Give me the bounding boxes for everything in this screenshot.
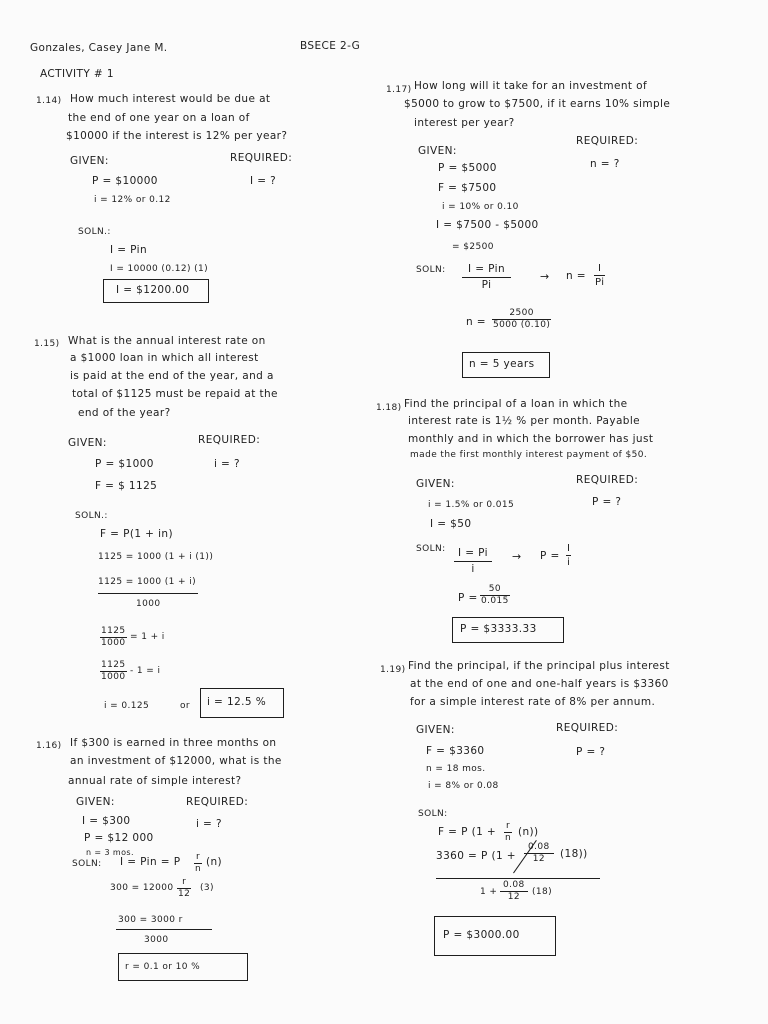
fraction [524,842,554,865]
given-value: F = $ 1125 [95,480,158,492]
answer: r = 0.1 or 10 % [125,962,201,972]
answer: i = 12.5 % [207,696,267,708]
solution-step: = 1 + i [130,632,165,642]
fraction-denominator: 12 [178,889,191,899]
solution-step: (n) [206,856,223,868]
required-value: P = ? [576,746,606,758]
fraction [492,308,551,331]
problem-number: 1.14) [36,96,62,106]
fraction [504,821,512,844]
solution-heading: SOLN: [416,544,446,554]
solution-step: I = Pin [110,244,148,256]
solution-heading: SOLN: [418,809,448,819]
given-value: P = $10000 [92,175,158,187]
given-heading: GIVEN: [418,145,457,157]
problem-number: 1.17) [386,85,412,95]
solution-step: n = [566,270,586,282]
arrow-icon: → [540,270,550,283]
solution-step: 3360 = P (1 + [436,850,516,862]
solution-step: 300 = 3000 r [118,915,183,925]
answer: I = $1200.00 [116,284,190,296]
arrow-icon: → [512,550,522,563]
required-heading: REQUIRED: [556,722,619,734]
required-value: i = ? [214,458,240,470]
given-value: = $2500 [452,242,494,252]
solution-step: 1125 = 1000 (1 + i (1)) [98,552,214,562]
solution-step: 300 = 12000 [110,883,174,893]
fraction-numerator: r [196,852,201,862]
solution-step: I = 10000 (0.12) (1) [110,264,209,274]
given-value: i = 12% or 0.12 [94,195,171,205]
fraction [462,262,511,293]
question-line: an investment of $12000, what is the [70,755,282,767]
fraction-denominator: Pi [595,277,605,288]
question-line: is paid at the end of the year, and a [70,370,274,382]
question-line: made the first monthly interest payment of $50. [410,450,648,460]
solution-heading: SOLN.: [78,227,111,237]
solution-step: 3000 [144,935,169,945]
problem-number: 1.19) [380,665,406,675]
answer: n = 5 years [469,358,535,370]
required-heading: REQUIRED: [576,135,639,147]
fraction-numerator: I = Pin [462,262,511,278]
solution-step: I = Pin = P [120,856,181,868]
fraction-denominator: 1000 [101,672,126,682]
given-value: i = 8% or 0.08 [428,781,499,791]
required-heading: REQUIRED: [576,474,639,486]
fraction [100,660,127,683]
answer-box [462,352,550,378]
fraction-numerator: r [177,877,191,889]
fraction-numerator: 1125 [101,660,126,670]
solution-step: (18)) [560,848,588,860]
fraction-bar [436,878,600,879]
fraction [100,626,127,649]
fraction-numerator: 50 [480,584,510,596]
fraction-denominator: n [195,864,202,874]
answer-box [103,279,209,303]
fraction [194,852,202,875]
fraction [566,542,571,569]
answer-box [118,953,248,981]
question-line: Find the principal, if the principal plus interest [408,660,670,672]
given-value: F = $3360 [426,745,485,757]
fraction [480,584,510,607]
fraction [500,880,528,903]
given-value: i = 10% or 0.10 [442,202,519,212]
solution-step: 1 + [480,887,498,897]
fraction-numerator: I [567,543,571,554]
fraction-denominator: 12 [507,892,520,902]
solution-step: 1000 [136,599,161,609]
solution-step: n = [466,316,486,328]
student-name: Gonzales, Casey Jane M. [30,42,168,54]
solution-step: i = 0.125 [104,701,150,711]
section-label: BSECE 2-G [300,40,361,52]
required-heading: REQUIRED: [198,434,261,446]
fraction-numerator: 1125 [101,626,126,636]
fraction-numerator: I = Pi [454,546,492,562]
fraction-numerator: 2500 [492,308,551,320]
question-line: at the end of one and one-half years is $3360 [410,678,669,690]
fraction-numerator: I [594,262,605,276]
question-line: end of the year? [78,407,171,419]
fraction-numerator: r [506,821,511,831]
answer: P = $3333.33 [460,623,537,635]
solution-step: - 1 = i [130,666,161,676]
given-value: I = $300 [82,815,131,827]
solution-heading: SOLN: [416,265,446,275]
fraction-denominator: 0.015 [481,596,509,606]
required-value: i = ? [196,818,222,830]
fraction-denominator: 1000 [101,638,126,648]
fraction-numerator: 0.08 [500,880,528,892]
fraction-denominator: Pi [481,279,492,291]
solution-step: (18) [532,887,553,897]
required-heading: REQUIRED: [230,152,293,164]
question-line: interest rate is 1½ % per month. Payable [408,415,641,427]
question-line: total of $1125 must be repaid at the [72,388,278,400]
given-value: n = 3 mos. [86,848,134,857]
given-value: P = $5000 [438,162,497,174]
fraction-denominator: 12 [532,854,545,864]
question-line: for a simple interest rate of 8% per annum. [410,696,656,708]
fraction [177,877,191,900]
solution-heading: SOLN.: [75,511,108,521]
problem-number: 1.16) [36,741,62,751]
question-line: annual rate of simple interest? [68,775,242,787]
given-value: i = 1.5% or 0.015 [428,500,515,510]
given-value: n = 18 mos. [426,764,486,774]
question-line: monthly and in which the borrower has just [408,433,654,445]
given-value: I = $50 [430,518,472,530]
solution-step: F = P (1 + [438,826,497,838]
given-value: P = $12 000 [84,832,154,844]
required-value: n = ? [590,158,620,170]
fraction-denominator: i [471,563,475,575]
solution-step: P = [458,592,478,604]
required-heading: REQUIRED: [186,796,249,808]
fraction [594,262,605,289]
fraction [454,546,492,577]
solution-step: P = [540,550,560,562]
fraction-numerator: 0.08 [524,842,554,854]
activity-title: ACTIVITY # 1 [40,68,114,80]
solution-step: (3) [200,883,214,893]
given-value: P = $1000 [95,458,154,470]
question-line: $10000 if the interest is 12% per year? [66,130,288,142]
question-line: $5000 to grow to $7500, if it earns 10% simple [404,98,671,110]
question-line: interest per year? [414,117,515,129]
question-line: How long will it take for an investment of [414,80,648,92]
given-heading: GIVEN: [76,796,115,808]
fraction-denominator: i [567,557,571,568]
fraction-bar [98,593,198,594]
required-value: P = ? [592,496,622,508]
question-line: If $300 is earned in three months on [70,737,277,749]
fraction-denominator: 5000 (0.10) [493,320,551,330]
solution-heading: SOLN: [72,859,102,869]
given-heading: GIVEN: [70,155,109,167]
question-line: a $1000 loan in which all interest [70,352,259,364]
required-value: I = ? [250,175,277,187]
fraction-bar [116,929,212,930]
question-line: Find the principal of a loan in which the [404,398,628,410]
given-value: I = $7500 - $5000 [436,219,539,231]
fraction-denominator: n [505,833,512,843]
given-heading: GIVEN: [416,478,455,490]
solution-step: F = P(1 + in) [100,528,173,540]
question-line: the end of one year on a loan of [68,112,250,124]
or-label: or [180,701,191,711]
answer-box [200,688,284,718]
solution-step: 1125 = 1000 (1 + i) [98,577,197,587]
problem-number: 1.18) [376,403,402,413]
given-heading: GIVEN: [416,724,455,736]
answer: P = $3000.00 [443,929,520,941]
solution-step: (n)) [518,826,539,838]
given-heading: GIVEN: [68,437,107,449]
problem-number: 1.15) [34,339,60,349]
question-line: What is the annual interest rate on [68,335,266,347]
answer-box [434,916,556,956]
question-line: How much interest would be due at [70,93,271,105]
answer-box [452,617,564,643]
given-value: F = $7500 [438,182,497,194]
